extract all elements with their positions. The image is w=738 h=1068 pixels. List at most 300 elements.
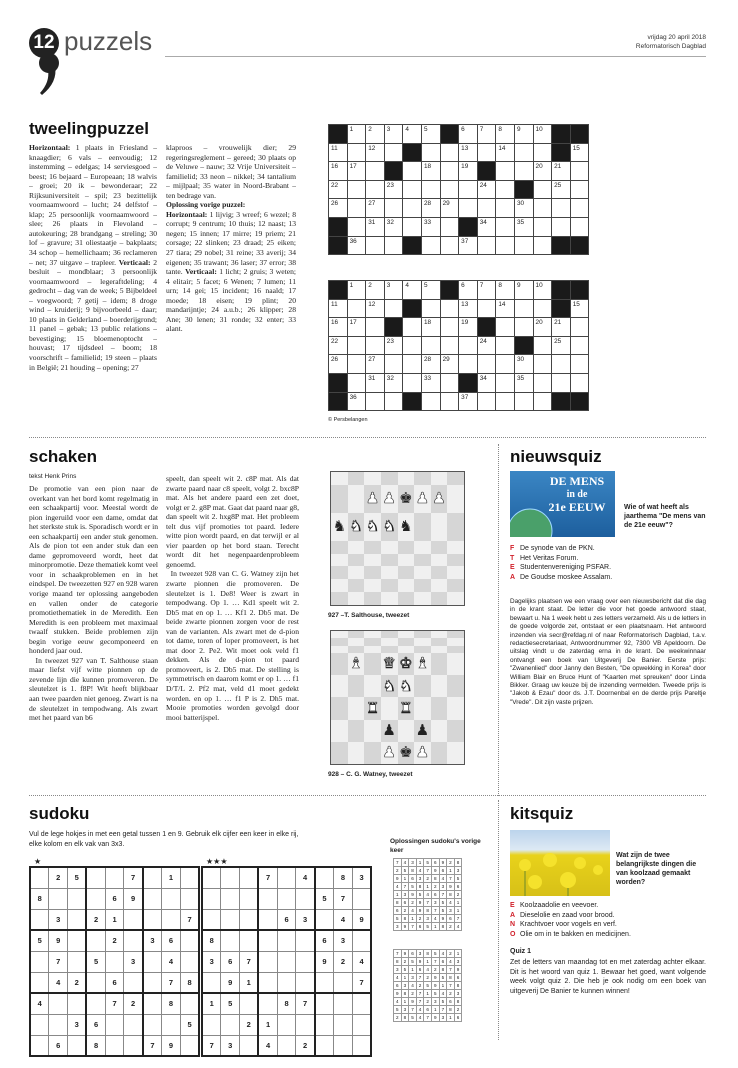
sudoku-cell[interactable] bbox=[180, 1035, 199, 1056]
crossword-cell[interactable] bbox=[514, 318, 533, 337]
crossword-cell[interactable] bbox=[366, 318, 385, 337]
sudoku-cell: 3 bbox=[49, 909, 68, 930]
crossword-cell[interactable] bbox=[552, 199, 571, 218]
sudoku-cell[interactable] bbox=[221, 909, 240, 930]
sudoku-cell[interactable] bbox=[352, 930, 371, 951]
crossword-cell[interactable] bbox=[440, 373, 459, 392]
sudoku-cell[interactable] bbox=[143, 951, 162, 972]
crossword-cell[interactable]: 11 bbox=[329, 143, 348, 162]
crossword-cell[interactable]: 27 bbox=[366, 355, 385, 374]
option-a[interactable] bbox=[510, 911, 706, 921]
crossword-cell[interactable]: 29 bbox=[440, 199, 459, 218]
crossword-cell[interactable] bbox=[440, 336, 459, 355]
crossword-cell[interactable]: 20 bbox=[533, 318, 552, 337]
crossword-cell[interactable] bbox=[570, 336, 589, 355]
sudoku-cell[interactable] bbox=[315, 1035, 334, 1056]
crossword-cell[interactable] bbox=[366, 162, 385, 181]
sudoku-cell[interactable] bbox=[180, 888, 199, 909]
crossword-cell[interactable]: 3 bbox=[384, 125, 403, 144]
crossword-cell[interactable] bbox=[552, 373, 571, 392]
sudoku-cell: 1 bbox=[401, 875, 409, 883]
crossword-cell[interactable] bbox=[403, 199, 422, 218]
sudoku-cell[interactable] bbox=[202, 909, 221, 930]
sudoku-cell[interactable] bbox=[334, 972, 353, 993]
crossword-cell[interactable]: 24 bbox=[477, 180, 496, 199]
crossword-cell[interactable]: 37 bbox=[459, 236, 478, 255]
crossword-cell[interactable] bbox=[496, 180, 515, 199]
crossword-cell[interactable] bbox=[570, 318, 589, 337]
crossword-cell[interactable] bbox=[459, 199, 478, 218]
crossword-cell[interactable] bbox=[403, 162, 422, 181]
board-square bbox=[348, 675, 365, 697]
sudoku-cell[interactable] bbox=[334, 993, 353, 1014]
crossword-cell[interactable]: 19 bbox=[459, 318, 478, 337]
board-square bbox=[447, 720, 464, 742]
crossword-cell[interactable]: 12 bbox=[366, 299, 385, 318]
crossword-cell[interactable] bbox=[496, 217, 515, 236]
sudoku-cell[interactable] bbox=[277, 1035, 296, 1056]
crossword-cell[interactable] bbox=[552, 355, 571, 374]
crossword-cell[interactable] bbox=[403, 318, 422, 337]
crossword-cell[interactable] bbox=[533, 143, 552, 162]
crossword-cell[interactable]: 2 bbox=[366, 125, 385, 144]
sudoku-cell[interactable] bbox=[296, 972, 315, 993]
sudoku-cell[interactable] bbox=[30, 972, 49, 993]
sudoku-cell[interactable] bbox=[68, 993, 87, 1014]
crossword-cell[interactable]: 33 bbox=[421, 373, 440, 392]
sudoku-cell[interactable] bbox=[258, 972, 277, 993]
black-king-icon: ♚ bbox=[399, 489, 413, 508]
crossword-cell[interactable] bbox=[421, 143, 440, 162]
crossword-cell[interactable] bbox=[514, 299, 533, 318]
sudoku-cell[interactable] bbox=[180, 951, 199, 972]
crossword-cell[interactable] bbox=[477, 299, 496, 318]
sudoku-cell[interactable] bbox=[202, 972, 221, 993]
crossword-cell[interactable] bbox=[496, 199, 515, 218]
crossword-cell[interactable]: 17 bbox=[347, 162, 366, 181]
board-square bbox=[348, 541, 365, 554]
crossword-cell[interactable]: 22 bbox=[329, 336, 348, 355]
crossword-cell[interactable]: 7 bbox=[477, 125, 496, 144]
crossword-cell[interactable]: 14 bbox=[496, 143, 515, 162]
board-square bbox=[431, 472, 448, 485]
sudoku-cell: 7 bbox=[447, 875, 455, 883]
crossword-cell[interactable]: 31 bbox=[366, 217, 385, 236]
crossword-cell[interactable] bbox=[570, 373, 589, 392]
crossword-cell[interactable]: 24 bbox=[477, 336, 496, 355]
sudoku-cell[interactable] bbox=[30, 1035, 49, 1056]
sudoku-cell[interactable] bbox=[277, 888, 296, 909]
sudoku-solution-2 bbox=[393, 949, 462, 1022]
sudoku-cell[interactable] bbox=[352, 1014, 371, 1035]
sudoku-cell[interactable] bbox=[221, 930, 240, 951]
crossword-cell[interactable]: 30 bbox=[514, 199, 533, 218]
sudoku-cell[interactable] bbox=[143, 909, 162, 930]
sudoku-cell[interactable] bbox=[86, 888, 105, 909]
crossword-cell[interactable]: 34 bbox=[477, 217, 496, 236]
crossword-cell[interactable]: 12 bbox=[366, 143, 385, 162]
crossword-cell[interactable] bbox=[459, 355, 478, 374]
sudoku-cell[interactable] bbox=[86, 867, 105, 888]
sudoku-cell[interactable] bbox=[296, 888, 315, 909]
option-n[interactable] bbox=[510, 920, 706, 930]
sudoku-cell: 7 bbox=[401, 883, 409, 891]
sudoku-cell[interactable] bbox=[30, 909, 49, 930]
crossword-cell[interactable]: 26 bbox=[329, 199, 348, 218]
sudoku-cell[interactable] bbox=[202, 867, 221, 888]
sudoku-cell[interactable] bbox=[277, 930, 296, 951]
sudoku-cell[interactable] bbox=[258, 909, 277, 930]
crossword-cell[interactable] bbox=[570, 180, 589, 199]
crossword-cell[interactable]: 26 bbox=[329, 355, 348, 374]
crossword-cell[interactable] bbox=[440, 180, 459, 199]
crossword-cell[interactable] bbox=[514, 236, 533, 255]
sudoku-cell: 1 bbox=[258, 1014, 277, 1035]
crossword-cell[interactable]: 18 bbox=[421, 162, 440, 181]
option-e[interactable] bbox=[510, 563, 706, 573]
crossword-cell[interactable]: 32 bbox=[384, 217, 403, 236]
sudoku-cell[interactable] bbox=[49, 888, 68, 909]
sudoku-cell: 6 bbox=[424, 1006, 432, 1014]
sudoku-cell[interactable] bbox=[30, 867, 49, 888]
sudoku-cell[interactable] bbox=[202, 888, 221, 909]
crossword-cell[interactable] bbox=[440, 392, 459, 411]
crossword-cell[interactable] bbox=[366, 236, 385, 255]
crossword-cell[interactable] bbox=[514, 162, 533, 181]
board-square bbox=[381, 631, 398, 638]
sudoku-cell[interactable] bbox=[86, 993, 105, 1014]
crossword-cell[interactable] bbox=[570, 162, 589, 181]
sudoku-cell[interactable] bbox=[68, 909, 87, 930]
crossword-cell[interactable]: 5 bbox=[421, 281, 440, 300]
crossword-cell[interactable]: 1 bbox=[347, 281, 366, 300]
crossword-cell[interactable]: 8 bbox=[496, 125, 515, 144]
sudoku-cell[interactable] bbox=[124, 1014, 143, 1035]
crossword-cell[interactable] bbox=[421, 299, 440, 318]
sudoku-cell: 8 bbox=[202, 930, 221, 951]
sudoku-cell[interactable] bbox=[258, 888, 277, 909]
crossword-cell[interactable] bbox=[347, 373, 366, 392]
crossword-cell[interactable] bbox=[366, 180, 385, 199]
sudoku-cell[interactable] bbox=[86, 972, 105, 993]
sudoku-cell[interactable] bbox=[240, 909, 259, 930]
sudoku-cell[interactable] bbox=[124, 972, 143, 993]
crossword-cell[interactable]: 23 bbox=[384, 336, 403, 355]
sudoku-cell[interactable] bbox=[180, 993, 199, 1014]
crossword-cell[interactable]: 15 bbox=[570, 143, 589, 162]
crossword-cell[interactable] bbox=[347, 355, 366, 374]
crossword-cell[interactable] bbox=[347, 217, 366, 236]
crossword-cell[interactable] bbox=[533, 336, 552, 355]
sudoku-cell[interactable] bbox=[334, 1014, 353, 1035]
crossword-cell[interactable]: 25 bbox=[552, 336, 571, 355]
sudoku-cell[interactable] bbox=[143, 888, 162, 909]
board-square bbox=[364, 631, 381, 638]
crossword-cell[interactable] bbox=[384, 199, 403, 218]
sudoku-cell[interactable] bbox=[315, 1014, 334, 1035]
sudoku-cell[interactable] bbox=[315, 909, 334, 930]
crossword-cell[interactable] bbox=[533, 217, 552, 236]
crossword-cell[interactable] bbox=[440, 236, 459, 255]
crossword-cell[interactable] bbox=[570, 217, 589, 236]
crossword-cell[interactable]: 25 bbox=[552, 180, 571, 199]
option-o[interactable] bbox=[510, 930, 706, 940]
crossword-cell[interactable] bbox=[496, 355, 515, 374]
sudoku-cell[interactable] bbox=[143, 993, 162, 1014]
crossword-cell[interactable]: 23 bbox=[384, 180, 403, 199]
sudoku-cell[interactable] bbox=[162, 888, 181, 909]
crossword-cell[interactable] bbox=[477, 143, 496, 162]
crossword-cell[interactable]: 27 bbox=[366, 199, 385, 218]
sudoku-cell[interactable] bbox=[352, 888, 371, 909]
crossword-cell[interactable]: 28 bbox=[421, 199, 440, 218]
crossword-cell[interactable] bbox=[347, 199, 366, 218]
crossword-cell[interactable]: 8 bbox=[496, 281, 515, 300]
crossword-cell[interactable] bbox=[496, 336, 515, 355]
crossword-cell[interactable]: 35 bbox=[514, 217, 533, 236]
crossword-cell[interactable]: 16 bbox=[329, 162, 348, 181]
nieuwsquiz-image bbox=[510, 471, 615, 537]
crossword-cell[interactable]: 31 bbox=[366, 373, 385, 392]
sudoku-cell[interactable] bbox=[221, 1014, 240, 1035]
crossword-cell[interactable] bbox=[421, 180, 440, 199]
sudoku-cell[interactable] bbox=[296, 951, 315, 972]
crossword-cell[interactable]: 36 bbox=[347, 236, 366, 255]
sudoku-cell[interactable] bbox=[240, 867, 259, 888]
crossword-cell[interactable]: 10 bbox=[533, 125, 552, 144]
crossword-cell[interactable] bbox=[459, 336, 478, 355]
sudoku-cell[interactable] bbox=[86, 930, 105, 951]
page-number: 12 bbox=[29, 28, 59, 58]
crossword-cell[interactable]: 5 bbox=[421, 125, 440, 144]
crossword-cell[interactable] bbox=[384, 299, 403, 318]
crossword-cell[interactable]: 30 bbox=[514, 355, 533, 374]
crossword-cell[interactable] bbox=[366, 336, 385, 355]
crossword-cell[interactable] bbox=[496, 236, 515, 255]
sudoku-cell[interactable] bbox=[105, 951, 124, 972]
crossword-cell[interactable] bbox=[514, 143, 533, 162]
crossword-cell[interactable] bbox=[421, 392, 440, 411]
sudoku-cell[interactable] bbox=[334, 1035, 353, 1056]
crossword-cell[interactable]: 4 bbox=[403, 125, 422, 144]
sudoku-cell[interactable] bbox=[315, 972, 334, 993]
crossword-cell[interactable] bbox=[459, 180, 478, 199]
crossword-cell[interactable]: 21 bbox=[552, 162, 571, 181]
sudoku-cell[interactable] bbox=[352, 993, 371, 1014]
crossword-cell[interactable]: 36 bbox=[347, 392, 366, 411]
crossword-cell[interactable] bbox=[421, 236, 440, 255]
sudoku-cell: 4 bbox=[439, 875, 447, 883]
crossword-cell[interactable]: 18 bbox=[421, 318, 440, 337]
crossword-cell[interactable] bbox=[403, 373, 422, 392]
nieuwsquiz-title: nieuwsquiz bbox=[510, 447, 602, 466]
sudoku-cell[interactable] bbox=[277, 951, 296, 972]
solution-text: 1 lijvig; 3 wreef; 6 wezel; 8 corrupt; 9 centrum; 10 thuis; 12 naast; 13 negen; 15 innen; 17 mirre; 19 priem; 21 corsage; 22 slinken; 23 draad; 25 eiken; 27 tiara; 29 nobel; 31 reine; 33 averij; 34 eigenen; 35 trawant; 36 laser; 37 error; 38 tante. bbox=[166, 209, 296, 277]
sudoku-cell[interactable] bbox=[124, 1035, 143, 1056]
crossword-cell[interactable]: 11 bbox=[329, 299, 348, 318]
sudoku-cell[interactable] bbox=[105, 867, 124, 888]
option-e[interactable] bbox=[510, 901, 706, 911]
sudoku-cell[interactable] bbox=[180, 930, 199, 951]
crossword-cell[interactable]: 14 bbox=[496, 299, 515, 318]
sudoku-cell[interactable] bbox=[296, 1014, 315, 1035]
crossword-cell[interactable]: 13 bbox=[459, 143, 478, 162]
crossword-cell[interactable] bbox=[533, 180, 552, 199]
crossword-cell[interactable]: 7 bbox=[477, 281, 496, 300]
sudoku-cell[interactable] bbox=[180, 867, 199, 888]
sudoku-cell[interactable] bbox=[68, 930, 87, 951]
crossword-cell[interactable]: 9 bbox=[514, 125, 533, 144]
crossword-cell[interactable] bbox=[347, 180, 366, 199]
sudoku-cell[interactable] bbox=[124, 909, 143, 930]
sudoku-cell[interactable] bbox=[240, 1035, 259, 1056]
crossword-cell[interactable]: 9 bbox=[514, 281, 533, 300]
sudoku-cell: 1 bbox=[447, 1014, 455, 1022]
option-f[interactable] bbox=[510, 544, 706, 554]
crossword-cell[interactable]: 10 bbox=[533, 281, 552, 300]
board-square bbox=[331, 579, 348, 592]
sudoku-cell[interactable] bbox=[202, 1014, 221, 1035]
option-t[interactable] bbox=[510, 554, 706, 564]
crossword-cell[interactable] bbox=[477, 392, 496, 411]
crossword-cell[interactable] bbox=[440, 318, 459, 337]
crossword-cell[interactable] bbox=[533, 373, 552, 392]
sudoku-cell[interactable] bbox=[49, 1014, 68, 1035]
sudoku-cell: 3 bbox=[124, 951, 143, 972]
crossword-cell[interactable] bbox=[384, 392, 403, 411]
sudoku-cell: 2 bbox=[124, 993, 143, 1014]
crossword-cell[interactable] bbox=[514, 392, 533, 411]
board-square bbox=[414, 592, 431, 605]
crossword-cell[interactable]: 22 bbox=[329, 180, 348, 199]
sudoku-cell[interactable] bbox=[240, 993, 259, 1014]
sudoku-cell[interactable] bbox=[30, 951, 49, 972]
crossword-cell[interactable]: 19 bbox=[459, 162, 478, 181]
crossword-cell[interactable]: 28 bbox=[421, 355, 440, 374]
crossword-cell[interactable]: 17 bbox=[347, 318, 366, 337]
crossword-cell[interactable] bbox=[384, 355, 403, 374]
sudoku-cell[interactable] bbox=[258, 951, 277, 972]
crossword-cell[interactable] bbox=[403, 336, 422, 355]
crossword-cell[interactable] bbox=[403, 355, 422, 374]
crossword-cell[interactable]: 6 bbox=[459, 125, 478, 144]
crossword-cell[interactable] bbox=[347, 299, 366, 318]
sudoku-cell[interactable] bbox=[277, 972, 296, 993]
crossword-cell[interactable] bbox=[347, 336, 366, 355]
sudoku-cell: 9 bbox=[221, 972, 240, 993]
crossword-cell[interactable]: 35 bbox=[514, 373, 533, 392]
crossword-cell[interactable] bbox=[496, 318, 515, 337]
crossword-cell[interactable]: 2 bbox=[366, 281, 385, 300]
crossword-cell[interactable]: 32 bbox=[384, 373, 403, 392]
crossword-cell[interactable] bbox=[384, 236, 403, 255]
sudoku-cell[interactable] bbox=[68, 951, 87, 972]
sudoku-cell: 3 bbox=[431, 998, 439, 1006]
sudoku-cell[interactable] bbox=[258, 930, 277, 951]
sudoku-cell[interactable] bbox=[105, 1014, 124, 1035]
sudoku-cell[interactable] bbox=[240, 888, 259, 909]
sudoku-cell[interactable] bbox=[124, 930, 143, 951]
crossword-cell[interactable] bbox=[496, 373, 515, 392]
crossword-cell[interactable] bbox=[440, 162, 459, 181]
sudoku-cell[interactable] bbox=[258, 993, 277, 1014]
sudoku-cell[interactable] bbox=[315, 867, 334, 888]
sudoku-cell[interactable] bbox=[68, 888, 87, 909]
crossword-cell[interactable] bbox=[477, 355, 496, 374]
sudoku-cell: 6 bbox=[439, 867, 447, 875]
crossword-cell[interactable] bbox=[552, 217, 571, 236]
crossword-cell[interactable] bbox=[477, 199, 496, 218]
crossword-cell[interactable] bbox=[440, 299, 459, 318]
crossword-cell[interactable]: 20 bbox=[533, 162, 552, 181]
crossword-cell[interactable] bbox=[496, 392, 515, 411]
board-square bbox=[331, 485, 348, 513]
crossword-cell[interactable] bbox=[421, 336, 440, 355]
sudoku-cell[interactable] bbox=[221, 888, 240, 909]
sudoku-cell[interactable] bbox=[277, 1014, 296, 1035]
option-a[interactable] bbox=[510, 573, 706, 583]
crossword-cell[interactable] bbox=[440, 143, 459, 162]
crossword-cell[interactable] bbox=[533, 199, 552, 218]
sudoku-cell[interactable] bbox=[105, 1035, 124, 1056]
crossword-cell[interactable] bbox=[403, 217, 422, 236]
crossword-cell[interactable] bbox=[533, 299, 552, 318]
crossword-cell[interactable]: 34 bbox=[477, 373, 496, 392]
sudoku-cell[interactable] bbox=[143, 867, 162, 888]
crossword-cell[interactable] bbox=[533, 355, 552, 374]
crossword-cell[interactable] bbox=[347, 143, 366, 162]
sudoku-cell[interactable] bbox=[162, 1014, 181, 1035]
crossword-cell[interactable]: 1 bbox=[347, 125, 366, 144]
crossword-cell[interactable] bbox=[570, 355, 589, 374]
crossword-cell[interactable]: 21 bbox=[552, 318, 571, 337]
crossword-cell[interactable]: 3 bbox=[384, 281, 403, 300]
crossword-cell[interactable] bbox=[366, 392, 385, 411]
crossword-cell[interactable]: 29 bbox=[440, 355, 459, 374]
board-square bbox=[414, 653, 431, 675]
sudoku-cell[interactable] bbox=[315, 993, 334, 1014]
sudoku-cell[interactable] bbox=[30, 1014, 49, 1035]
sudoku-cell[interactable] bbox=[221, 867, 240, 888]
crossword-cell[interactable]: 16 bbox=[329, 318, 348, 337]
sudoku-cell[interactable] bbox=[277, 867, 296, 888]
crossword-cell[interactable]: 15 bbox=[570, 299, 589, 318]
sudoku-cell[interactable] bbox=[296, 930, 315, 951]
sudoku-cell[interactable] bbox=[162, 909, 181, 930]
sudoku-cell[interactable] bbox=[352, 1035, 371, 1056]
crossword-cell[interactable] bbox=[533, 392, 552, 411]
sudoku-cell[interactable] bbox=[49, 993, 68, 1014]
crossword-cell[interactable] bbox=[533, 236, 552, 255]
crossword-cell[interactable] bbox=[477, 236, 496, 255]
sudoku-cell[interactable] bbox=[240, 930, 259, 951]
sudoku-cell[interactable] bbox=[143, 972, 162, 993]
crossword-cell[interactable]: 4 bbox=[403, 281, 422, 300]
crossword-cell[interactable] bbox=[403, 180, 422, 199]
credit: © Persbelangen bbox=[328, 417, 368, 423]
crossword-cell[interactable]: 6 bbox=[459, 281, 478, 300]
crossword-cell[interactable] bbox=[440, 217, 459, 236]
crossword-cell[interactable]: 33 bbox=[421, 217, 440, 236]
crossword-cell[interactable]: 37 bbox=[459, 392, 478, 411]
sudoku-cell[interactable] bbox=[68, 1035, 87, 1056]
crossword-cell[interactable] bbox=[384, 143, 403, 162]
black-cell bbox=[459, 217, 478, 236]
sudoku-cell[interactable] bbox=[143, 1014, 162, 1035]
crossword-cell[interactable] bbox=[496, 162, 515, 181]
crossword-cell[interactable]: 13 bbox=[459, 299, 478, 318]
crossword-cell[interactable] bbox=[570, 199, 589, 218]
